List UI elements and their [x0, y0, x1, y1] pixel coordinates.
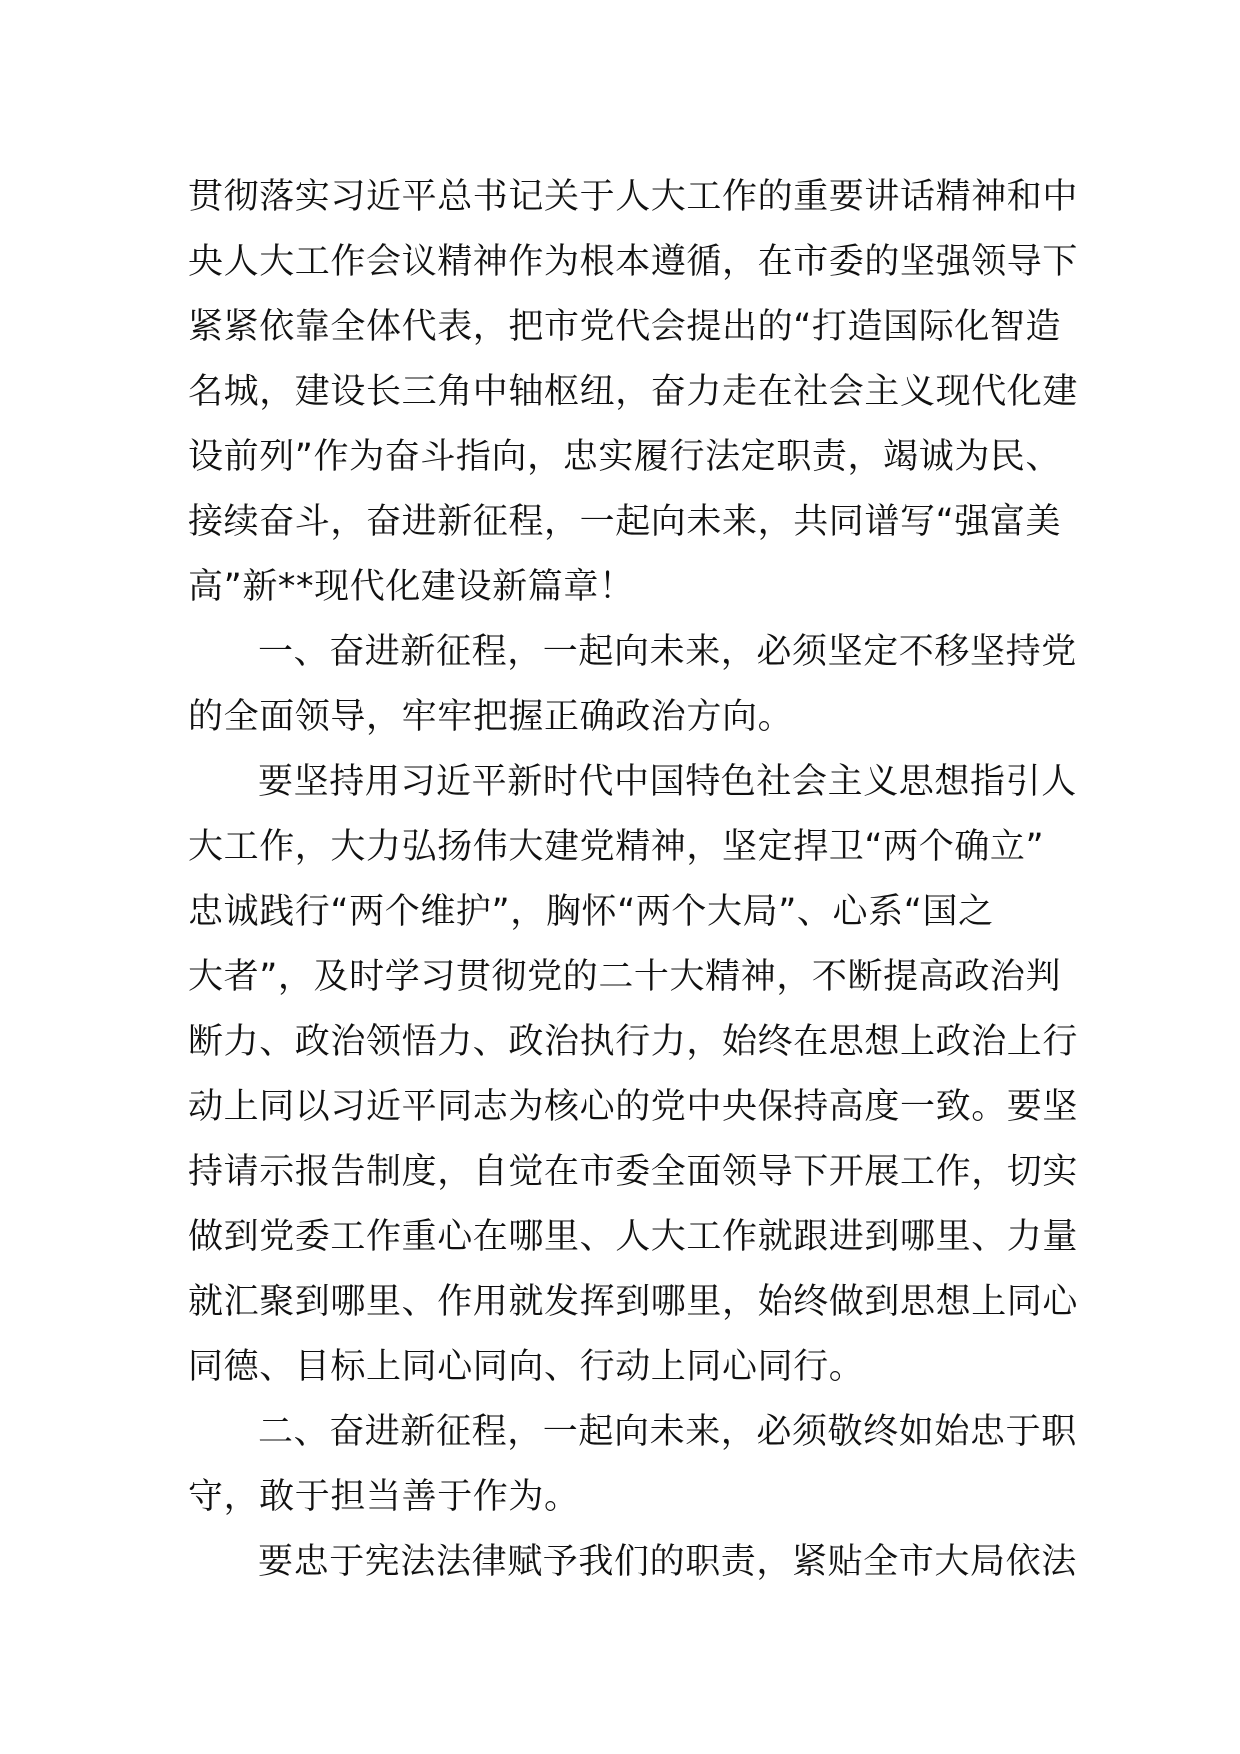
text-line: 贯彻落实习近平总书记关于人大工作的重要讲话精神和中	[188, 177, 1079, 217]
text-line: 紧紧依靠全体代表，把市党代会提出的“打造国际化智造	[188, 307, 1062, 347]
text-line: 央人大工作会议精神作为根本遵循，在市委的坚强领导下	[188, 242, 1079, 282]
text-line: 忠诚践行“两个维护”，胸怀“两个大局”、心系“国之	[188, 892, 994, 932]
text-line: 断力、政治领悟力、政治执行力，始终在思想上政治上行	[188, 1022, 1079, 1062]
text-line: 高”新**现代化建设新篇章！	[188, 567, 635, 607]
text-line: 做到党委工作重心在哪里、人大工作就跟进到哪里、力量	[188, 1217, 1079, 1257]
text-line: 同德、目标上同心同向、行动上同心同行。	[188, 1347, 865, 1387]
document-body	[188, 165, 1079, 1595]
paragraph-2	[188, 750, 1079, 1400]
text-line: 要坚持用习近平新时代中国特色社会主义思想指引人	[258, 762, 1077, 802]
section-heading-2	[188, 1400, 1077, 1530]
text-line: 要忠于宪法法律赋予我们的职责，紧贴全市大局依法	[258, 1542, 1077, 1582]
text-line: 设前列”作为奋斗指向，忠实履行法定职责，竭诚为民、	[188, 437, 1062, 477]
text-line: 就汇聚到哪里、作用就发挥到哪里，始终做到思想上同心	[188, 1282, 1079, 1322]
heading-line: 二、奋进新征程，一起向未来，必须敬终如始忠于职	[258, 1412, 1077, 1452]
heading-line: 一、奋进新征程，一起向未来，必须坚定不移坚持党	[258, 632, 1077, 672]
section-heading-1	[188, 620, 1077, 750]
heading-line: 的全面领导，牢牢把握正确政治方向。	[188, 697, 794, 737]
text-line: 接续奋斗，奋进新征程，一起向未来，共同谱写“强富美	[188, 502, 1062, 542]
text-line: 大工作，大力弘扬伟大建党精神，坚定捍卫“两个确立”	[188, 827, 1045, 867]
paragraph-1	[188, 165, 1079, 620]
text-line: 大者”，及时学习贯彻党的二十大精神，不断提高政治判	[188, 957, 1062, 997]
heading-line: 守，敢于担当善于作为。	[188, 1477, 580, 1517]
text-line: 动上同以习近平同志为核心的党中央保持高度一致。要坚	[188, 1087, 1079, 1127]
text-line: 持请示报告制度，自觉在市委全面领导下开展工作，切实	[188, 1152, 1079, 1192]
paragraph-3	[188, 1530, 1077, 1595]
text-line: 名城，建设长三角中轴枢纽，奋力走在社会主义现代化建	[188, 372, 1079, 412]
